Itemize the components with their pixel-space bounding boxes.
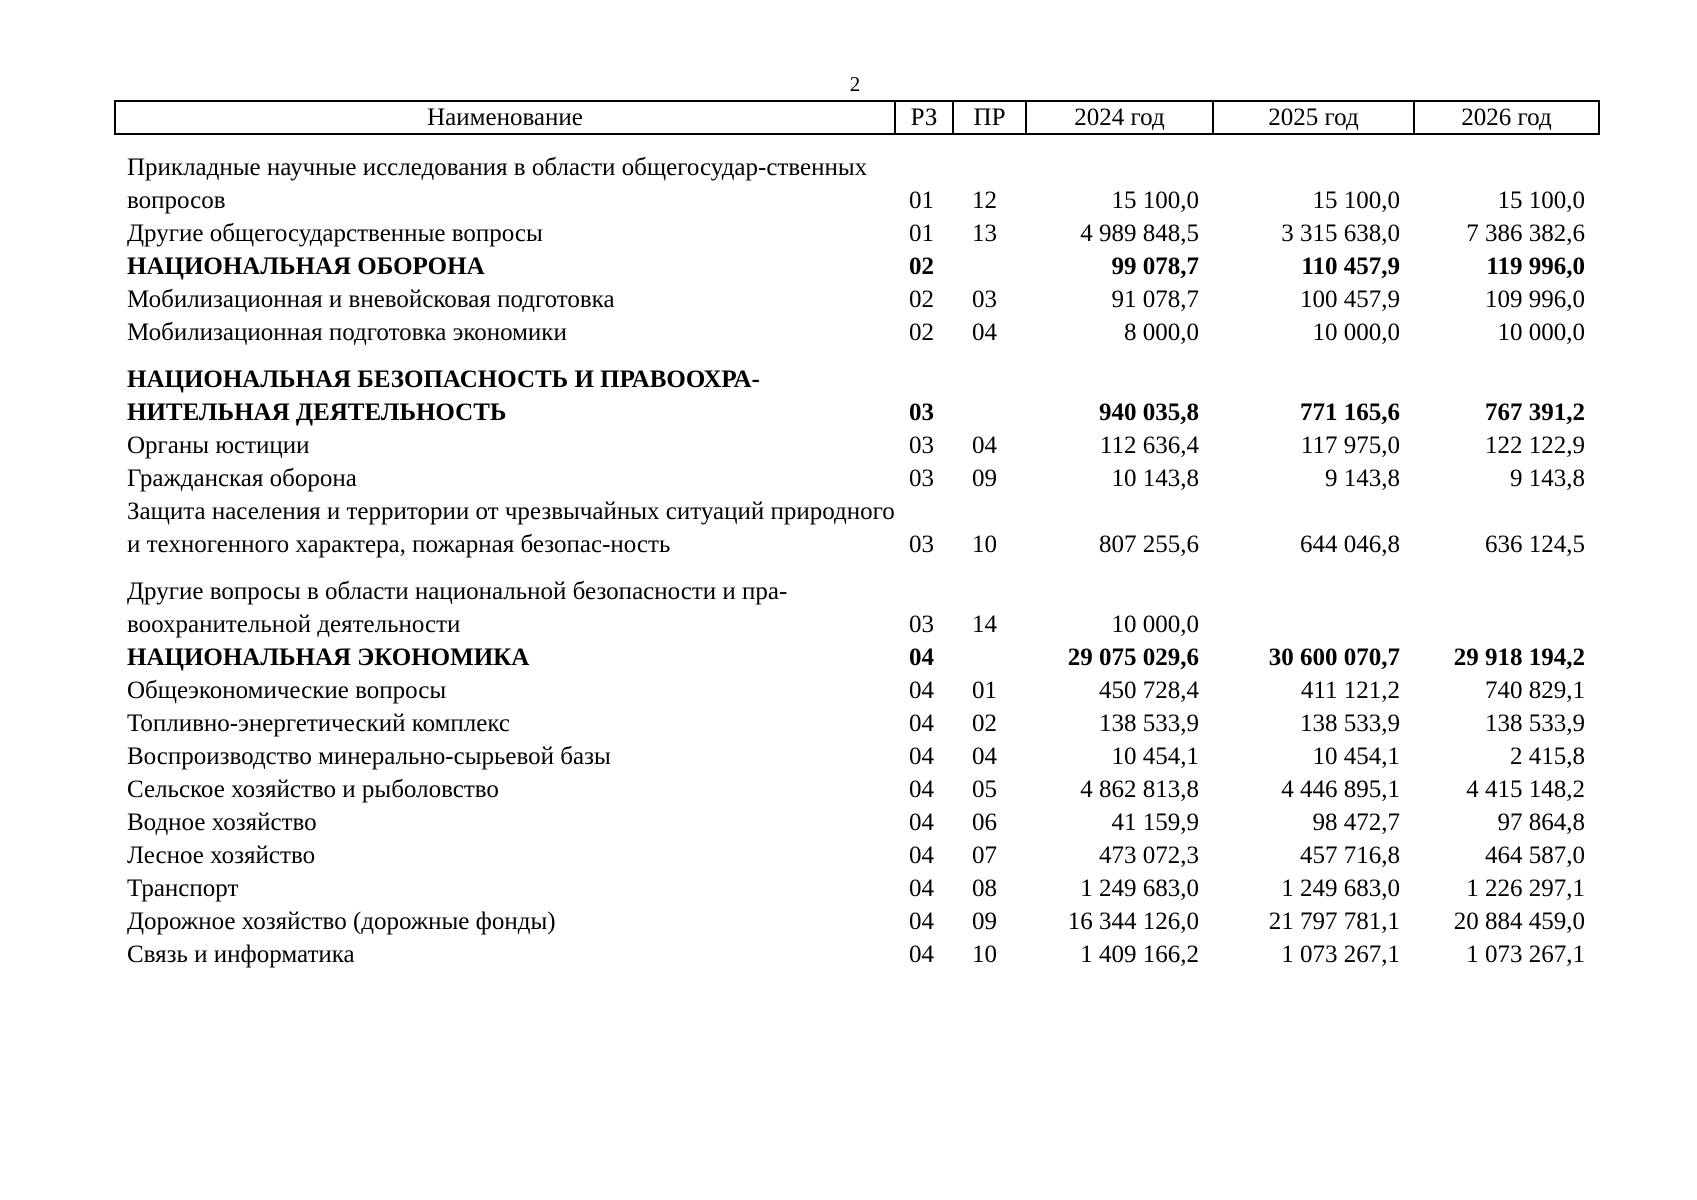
header-name: Наименование — [115, 101, 895, 134]
row-value-2026: 122 122,9 — [1485, 432, 1585, 459]
row-value-2024: 1 249 683,0 — [1080, 875, 1199, 902]
row-rz: 03 — [909, 465, 934, 492]
table-row — [115, 283, 1599, 316]
row-pr: 05 — [972, 776, 997, 803]
row-value-2026: 767 391,2 — [1485, 399, 1585, 426]
row-value-2026: 10 000,0 — [1497, 319, 1585, 346]
row-value-2024: 940 035,8 — [1099, 399, 1199, 426]
row-value-2025: 15 100,0 — [1312, 187, 1400, 214]
table-row — [115, 674, 1599, 707]
row-pr: 09 — [972, 908, 997, 935]
row-rz: 04 — [909, 644, 934, 671]
row-value-2025: 771 165,6 — [1300, 399, 1400, 426]
row-value-2026 — [1414, 561, 1599, 641]
row-value-2025: 110 457,9 — [1301, 253, 1400, 280]
row-value-2025: 30 600 070,7 — [1268, 644, 1400, 671]
row-value-2025: 3 315 638,0 — [1281, 220, 1400, 247]
table-row — [115, 707, 1599, 740]
row-name: Сельское хозяйство и рыболовство — [127, 776, 499, 803]
table-row — [115, 316, 1599, 349]
row-rz: 04 — [909, 842, 934, 869]
row-value-2026: 20 884 459,0 — [1453, 908, 1585, 935]
row-name: Прикладные научные исследования в области общегосудар-ственных вопросов — [127, 154, 868, 214]
row-rz: 04 — [909, 941, 934, 968]
row-name: Органы юстиции — [127, 432, 310, 459]
table-header-row — [115, 101, 1599, 134]
row-name: Топливно-энергетический комплекс — [127, 710, 510, 737]
row-rz: 03 — [909, 531, 934, 558]
row-value-2026: 119 996,0 — [1486, 253, 1585, 280]
row-name: Дорожное хозяйство (дорожные фонды) — [127, 908, 556, 935]
row-value-2024: 10 454,1 — [1111, 743, 1199, 770]
row-pr: 09 — [972, 465, 997, 492]
row-rz: 04 — [909, 809, 934, 836]
row-value-2026: 15 100,0 — [1497, 187, 1585, 214]
row-value-2025: 10 000,0 — [1312, 319, 1400, 346]
table-body — [115, 134, 1599, 971]
row-value-2026: 7 386 382,6 — [1466, 220, 1585, 247]
header-2025: 2025 год — [1213, 101, 1414, 134]
row-rz: 03 — [909, 611, 934, 638]
row-name: Транспорт — [127, 875, 239, 902]
row-rz: 03 — [909, 432, 934, 459]
table-row — [115, 938, 1599, 971]
row-pr: 06 — [972, 809, 997, 836]
header-rz: РЗ — [895, 101, 953, 134]
row-value-2024: 473 072,3 — [1099, 842, 1199, 869]
row-value-2024: 16 344 126,0 — [1067, 908, 1199, 935]
row-value-2026: 636 124,5 — [1485, 531, 1585, 558]
row-value-2026: 464 587,0 — [1485, 842, 1585, 869]
row-value-2024: 4 989 848,5 — [1080, 220, 1199, 247]
header-2026: 2026 год — [1414, 101, 1599, 134]
row-value-2025: 138 533,9 — [1300, 710, 1400, 737]
row-pr: 10 — [972, 941, 997, 968]
row-value-2025: 9 143,8 — [1325, 465, 1400, 492]
row-rz: 02 — [909, 286, 934, 313]
table-row — [115, 250, 1599, 283]
table-row — [115, 773, 1599, 806]
row-pr: 12 — [972, 187, 997, 214]
row-value-2026: 1 226 297,1 — [1466, 875, 1585, 902]
row-pr: 04 — [972, 432, 997, 459]
row-rz: 04 — [909, 875, 934, 902]
row-value-2024: 112 636,4 — [1099, 432, 1199, 459]
table-row — [115, 495, 1599, 561]
row-value-2025: 117 975,0 — [1300, 432, 1400, 459]
row-pr: 08 — [972, 875, 997, 902]
table-row — [115, 561, 1599, 641]
row-rz: 04 — [909, 743, 934, 770]
row-pr: 03 — [972, 286, 997, 313]
row-pr — [953, 641, 1026, 674]
row-value-2026: 9 143,8 — [1510, 465, 1585, 492]
table-row — [115, 349, 1599, 429]
table-row — [115, 641, 1599, 674]
row-value-2024: 807 255,6 — [1099, 531, 1199, 558]
row-value-2026: 29 918 194,2 — [1453, 644, 1585, 671]
table-row — [115, 462, 1599, 495]
row-value-2025: 1 249 683,0 — [1281, 875, 1400, 902]
row-value-2025: 98 472,7 — [1312, 809, 1400, 836]
budget-table — [114, 100, 1600, 971]
row-rz: 03 — [909, 399, 934, 426]
row-pr: 07 — [972, 842, 997, 869]
row-value-2026: 1 073 267,1 — [1466, 941, 1585, 968]
row-value-2024: 91 078,7 — [1111, 286, 1199, 313]
row-value-2024: 138 533,9 — [1099, 710, 1199, 737]
row-name: НАЦИОНАЛЬНАЯ ЭКОНОМИКА — [127, 644, 530, 671]
row-pr — [953, 349, 1026, 429]
row-rz: 01 — [909, 187, 934, 214]
row-value-2026: 97 864,8 — [1497, 809, 1585, 836]
row-pr: 01 — [972, 677, 997, 704]
table-row — [115, 806, 1599, 839]
row-value-2024: 450 728,4 — [1099, 677, 1199, 704]
row-name: НАЦИОНАЛЬНАЯ ОБОРОНА — [127, 253, 485, 280]
table-row — [115, 872, 1599, 905]
table-row — [115, 740, 1599, 773]
row-pr: 13 — [972, 220, 997, 247]
row-rz: 04 — [909, 908, 934, 935]
page-number: 2 — [849, 72, 861, 96]
row-value-2024: 4 862 813,8 — [1080, 776, 1199, 803]
row-value-2024: 10 143,8 — [1111, 465, 1199, 492]
row-pr: 14 — [972, 611, 997, 638]
row-value-2025: 4 446 895,1 — [1281, 776, 1400, 803]
row-pr: 04 — [972, 743, 997, 770]
row-value-2025: 411 121,2 — [1300, 677, 1400, 704]
header-2024: 2024 год — [1026, 101, 1213, 134]
row-name: Мобилизационная подготовка экономики — [127, 319, 567, 346]
row-value-2026: 740 829,1 — [1485, 677, 1585, 704]
row-rz: 04 — [909, 677, 934, 704]
row-rz: 02 — [909, 253, 934, 280]
row-name: Другие общегосударственные вопросы — [127, 220, 543, 247]
row-name: Водное хозяйство — [127, 809, 317, 836]
row-value-2024: 29 075 029,6 — [1067, 644, 1199, 671]
header-pr: ПР — [953, 101, 1026, 134]
row-value-2025 — [1213, 561, 1414, 641]
row-name: Лесное хозяйство — [127, 842, 316, 869]
row-value-2025: 21 797 781,1 — [1268, 908, 1400, 935]
row-value-2026: 4 415 148,2 — [1466, 776, 1585, 803]
row-value-2024: 15 100,0 — [1111, 187, 1199, 214]
row-value-2024: 1 409 166,2 — [1080, 941, 1199, 968]
row-value-2026: 138 533,9 — [1485, 710, 1585, 737]
table-row — [115, 905, 1599, 938]
row-name: Другие вопросы в области национальной безопасности и пра-воохранительной деятельности — [127, 578, 788, 638]
row-value-2025: 1 073 267,1 — [1281, 941, 1400, 968]
row-name: Общеэкономические вопросы — [127, 677, 447, 704]
row-value-2024: 41 159,9 — [1111, 809, 1199, 836]
row-name: Гражданская оборона — [127, 465, 357, 492]
row-name: Защита населения и территории от чрезвычайных ситуаций природного и техногенного характера, пожарная безопас-ность — [127, 498, 895, 558]
row-value-2025: 644 046,8 — [1300, 531, 1400, 558]
row-name: Воспроизводство минерально-сырьевой базы — [127, 743, 611, 770]
row-value-2025: 457 716,8 — [1300, 842, 1400, 869]
row-rz: 04 — [909, 776, 934, 803]
row-pr: 04 — [972, 319, 997, 346]
row-value-2026: 109 996,0 — [1485, 286, 1585, 313]
row-pr: 02 — [972, 710, 997, 737]
table-row — [115, 217, 1599, 250]
row-rz: 02 — [909, 319, 934, 346]
row-name: Мобилизационная и вневойсковая подготовка — [127, 286, 615, 313]
row-value-2026: 2 415,8 — [1510, 743, 1585, 770]
row-value-2024: 8 000,0 — [1124, 319, 1199, 346]
row-name: НАЦИОНАЛЬНАЯ БЕЗОПАСНОСТЬ И ПРАВООХРА-НИТЕЛЬНАЯ ДЕЯТЕЛЬНОСТЬ — [127, 366, 760, 426]
row-name: Связь и информатика — [127, 941, 355, 968]
row-value-2025: 10 454,1 — [1312, 743, 1400, 770]
row-rz: 01 — [909, 220, 934, 247]
row-value-2024: 99 078,7 — [1111, 253, 1199, 280]
row-value-2025: 100 457,9 — [1300, 286, 1400, 313]
row-rz: 04 — [909, 710, 934, 737]
table-row — [115, 429, 1599, 462]
row-pr — [953, 250, 1026, 283]
table-row — [115, 134, 1599, 217]
row-pr: 10 — [972, 531, 997, 558]
table-row — [115, 839, 1599, 872]
row-value-2024: 10 000,0 — [1111, 611, 1199, 638]
